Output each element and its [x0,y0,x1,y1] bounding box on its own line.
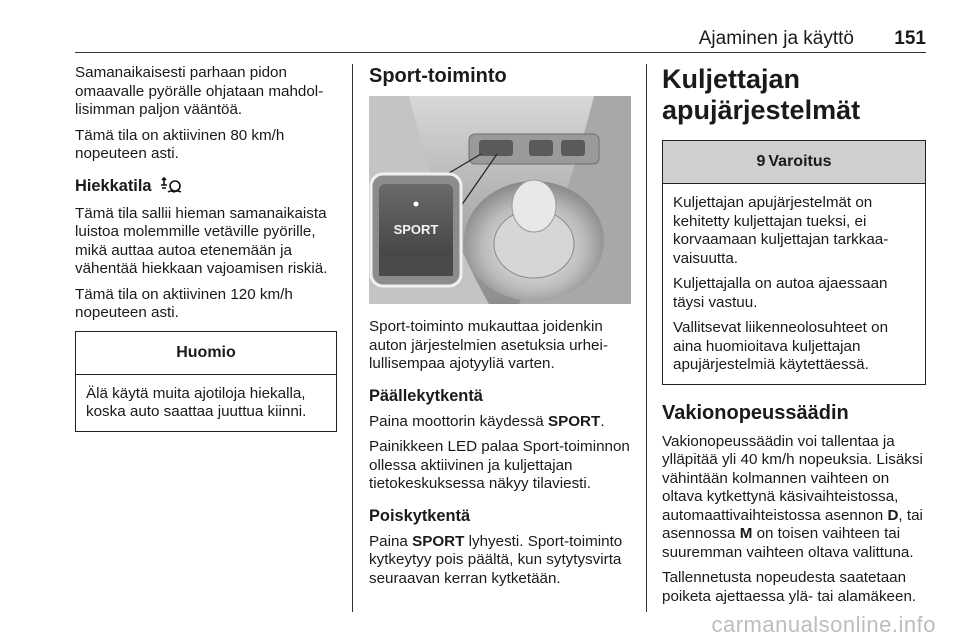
subheading-on: Päällekytkentä [369,386,483,405]
paragraph: Tämä tila on aktiivinen 120 km/h nopeuteen asti. [75,285,293,321]
note-box [75,331,337,432]
page-number: 151 [894,28,926,49]
paragraph: Painikkeen LED palaa Sport-toiminnon ollessa aktiivinen ja kuljettajan tietokeskuksessa näkyy tilaviesti. [369,438,630,492]
warning-text: Kuljettajan apujärjestelmät on kehitetty kuljettajan tueksi, ei korvaamaan kuljettajan tarkkaavaisuutta. [673,194,889,267]
text: Paina moottorin käydessä [369,412,548,430]
warning-text: Kuljettajalla on autoa ajaessaan täysi vastuu. [673,275,888,311]
paragraph [369,533,631,589]
text: , tai asennossa [662,506,923,542]
heading-text: Hiekkatila [75,176,152,195]
column-1 [75,64,337,432]
paragraph [662,433,926,563]
note-title: Huomio [76,332,336,375]
paragraph [369,413,631,432]
note-text: Älä käytä muita ajotiloja hiekalla, koska auto saattaa juuttua kiinni. [86,384,307,420]
warning-box [662,140,926,385]
section-heading-sport: Sport-toiminto [369,65,507,87]
sport-button-photo [369,96,631,304]
chapter-heading: Kuljettajan apujärjestelmät [662,64,861,125]
paragraph: Tämä tila on aktiivinen 80 km/h nopeuteen asti. [75,126,285,162]
warning-header [663,141,925,184]
warning-text: Vallitsevat liikenneolosuhteet on aina huomioitava kuljettajan apujärjestelmiä käytettäessä. [673,319,889,373]
text: Paina [369,532,413,550]
keyword-sport: SPORT [547,412,601,430]
text: lyhyesti. Sport-toiminto kytkeytyy pois päältä, kun sytytysvirta seuraavan kerran kytketään. [369,532,623,587]
text: on toisen vaihteen tai suuremman vaihteen oltava valittuna. [662,525,914,561]
page-header [75,28,926,50]
section-heading-cruise: Vakionopeussäädin [662,401,849,424]
column-divider [646,64,647,612]
keyword-sport: SPORT [412,532,465,550]
section-heading-sand [75,176,337,198]
text: . [600,412,605,430]
paragraph: Tallennetusta nopeudesta saatetaan poiketa ajettaessa ylä- tai alamäkeen. [662,569,917,605]
column-3 [662,64,926,613]
watermark: carmanualsonline.info [711,612,936,637]
warning-icon: 9 [756,153,766,170]
keyword-d: D [887,506,899,524]
paragraph: Tämä tila sallii hieman samanaikaista luistoa molemmille vetäville pyörille, mikä auttaa autoa etenemään ja vähentää hiekkaan vajoamisen riskiä. [75,204,328,277]
subheading-off: Poiskytkentä [369,506,471,525]
warning-title: Varoitus [768,153,832,170]
paragraph: Samanaikaisesti parhaan pidon omaavalle pyörälle ohjataan mahdollisimman paljon vääntöä. [75,64,324,118]
header-title: Ajaminen ja käyttö [698,28,854,49]
text: Vakionopeussäädin voi tallentaa ja ylläpitää yli 40 km/h nopeuksia. Lisäksi vähintään kolmannen vaihteen on oltava kytkettynä käsivaihteistossa, automaattivaihteistossa asennon [662,432,923,524]
sport-label: SPORT [393,222,439,237]
column-2 [369,64,631,595]
paragraph: Sport-toiminto mukauttaa joidenkin auton järjestelmien asetuksia urheilullisempaa ajotyyliä varten. [369,318,608,372]
keyword-m: M [739,525,753,542]
sand-mode-icon [160,177,182,198]
column-divider [352,64,353,612]
header-rule [75,52,926,53]
